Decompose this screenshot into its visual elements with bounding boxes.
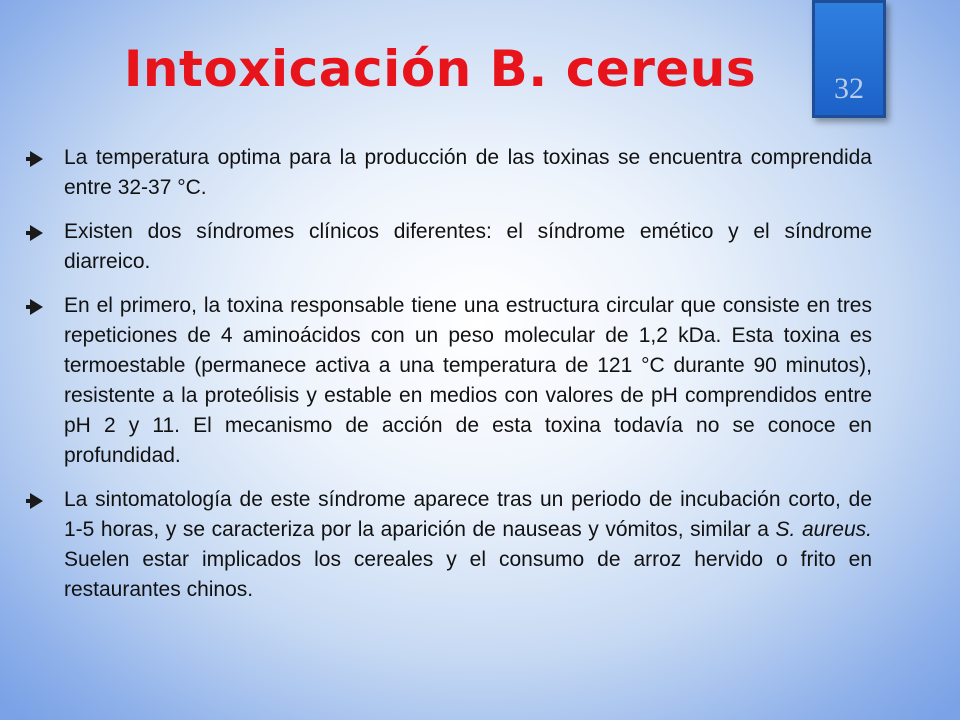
bullet-item-syndromes — [30, 217, 872, 277]
slide-title: Intoxicación B. cereus — [123, 40, 757, 98]
arrow-right-icon — [30, 493, 43, 509]
bullet-item-temperature — [30, 143, 872, 203]
bullet-item-emetic-toxin — [30, 291, 872, 471]
bullet-item-symptoms — [30, 485, 872, 605]
bullet-text: Existen dos síndromes clínicos diferentes: el síndrome emético y el síndrome diarreico. — [64, 220, 872, 273]
bullet-text: En el primero, la toxina responsable tiene una estructura circular que consiste en tres repeticiones de 4 aminoácidos con un peso molecular de 1,2 kDa. Esta toxina es termoestable (permanece activa a una temperatura de 121 °C durante 90 minutos), resistente a la proteólisis y estable en medios con valores de pH comprendidos entre pH 2 y 11. El mecanismo de acción de esta toxina todavía no se conoce en profundidad. — [64, 294, 872, 467]
arrow-right-icon — [30, 225, 43, 241]
arrow-right-icon — [30, 299, 43, 315]
bullet-list — [30, 143, 872, 619]
bullet-text-species: S. aureus. — [775, 518, 872, 541]
page-number-box — [812, 0, 886, 118]
arrow-right-icon — [30, 151, 43, 167]
bullet-text-after: Suelen estar implicados los cereales y el consumo de arroz hervido o frito en restaurantes chinos. — [64, 548, 872, 601]
page-number: 32 — [834, 72, 864, 105]
bullet-text: La temperatura optima para la producción de las toxinas se encuentra comprendida entre 32-37 °C. — [64, 146, 872, 199]
bullet-text-before: La sintomatología de este síndrome aparece tras un periodo de incubación corto, de 1-5 horas, y se caracteriza por la aparición de nauseas y vómitos, similar a — [64, 488, 872, 541]
